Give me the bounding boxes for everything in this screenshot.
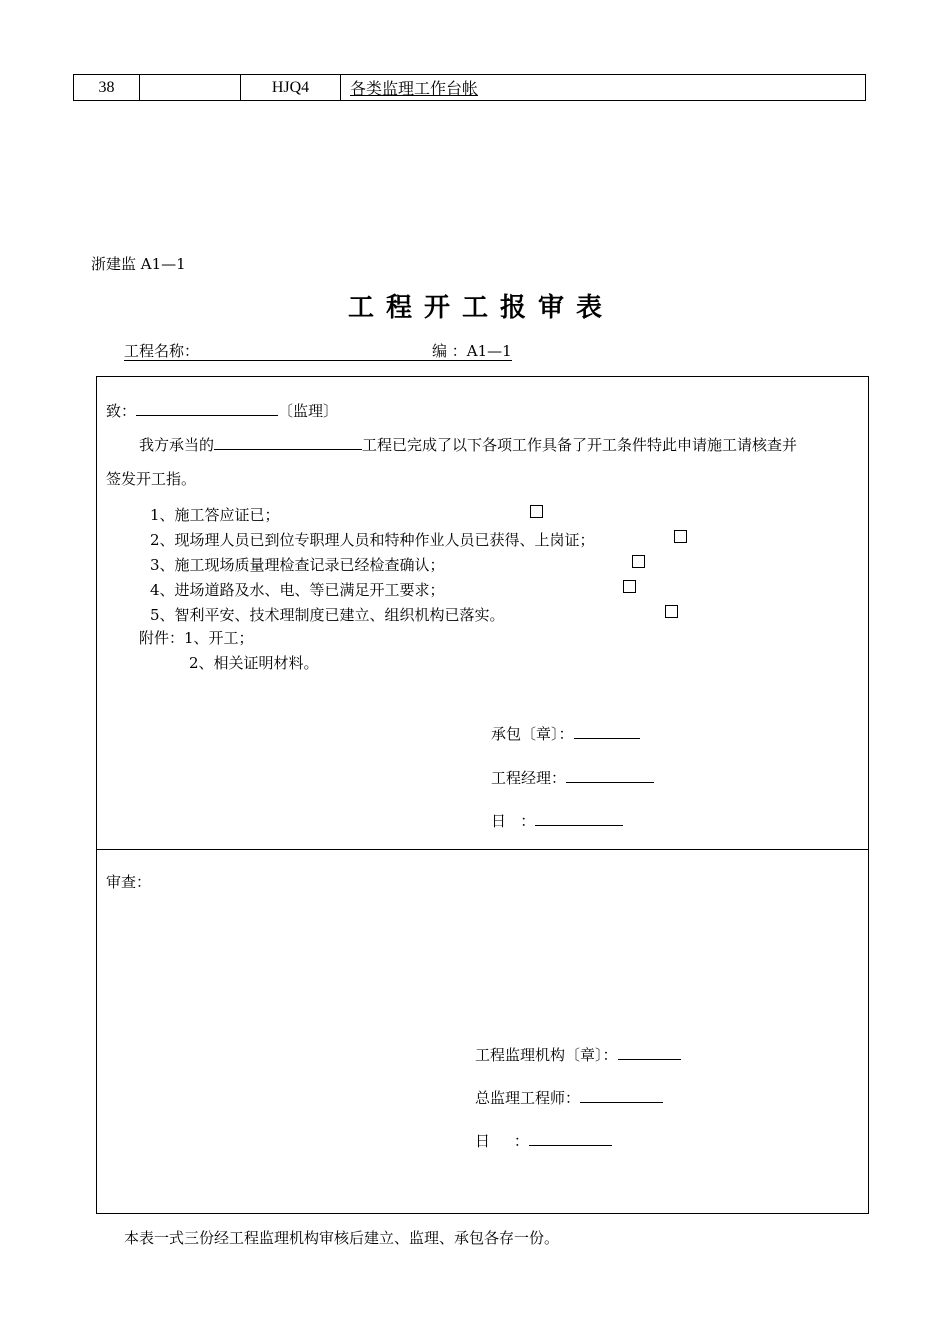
review-date-line: 日 ： bbox=[475, 1131, 612, 1149]
chief-engineer-line: 总监理工程师： bbox=[475, 1088, 663, 1106]
reference-blank-cell bbox=[140, 75, 241, 100]
review-date-blank[interactable] bbox=[529, 1131, 612, 1146]
condition-checkbox-5[interactable] bbox=[665, 605, 678, 618]
condition-item-5: 5、智利平安、技术理制度已建立、组织机构已落实。 bbox=[150, 606, 505, 624]
chief-engineer-blank[interactable] bbox=[580, 1088, 663, 1103]
reference-code: HJQ4 bbox=[241, 75, 341, 100]
application-body-line1: 我方承当的 工程已完成了以下各项工作具备了开工条件特此申请施工请核查并 bbox=[139, 436, 798, 454]
project-manager-blank[interactable] bbox=[566, 768, 654, 783]
condition-checkbox-1[interactable] bbox=[530, 505, 543, 518]
supervision-org-blank[interactable] bbox=[618, 1045, 681, 1060]
contractor-seal-line: 承包〔章〕： bbox=[491, 724, 640, 742]
condition-item-4: 4、进场道路及水、电、等已满足开工要求； bbox=[150, 581, 445, 599]
condition-checkbox-3[interactable] bbox=[632, 555, 645, 568]
page-title: 工程开工报审表 bbox=[347, 293, 614, 323]
reference-name: 各类监理工作台帐 bbox=[350, 81, 479, 98]
project-blank[interactable] bbox=[214, 435, 362, 450]
project-manager-line: 工程经理： bbox=[491, 768, 654, 786]
application-date-blank[interactable] bbox=[535, 811, 623, 826]
application-date-line: 日 ： bbox=[491, 811, 623, 829]
attachment-item-2: 2、相关证明材料。 bbox=[189, 654, 319, 672]
condition-item-2: 2、现场理人员已到位专职理人员和特种作业人员已获得、上岗证； bbox=[150, 531, 595, 549]
addressee-line: 致： 〔监理〕 bbox=[106, 402, 339, 420]
condition-item-3: 3、施工现场质量理检查记录已经检查确认； bbox=[150, 556, 445, 574]
footer-note: 本表一式三份经工程监理机构审核后建立、监理、承包各存一份。 bbox=[124, 1229, 560, 1247]
reference-table bbox=[73, 74, 866, 101]
application-body-line2: 签发开工指。 bbox=[106, 470, 197, 488]
project-name-line bbox=[124, 344, 512, 361]
attachment-label: 附件：1、开工； bbox=[139, 629, 254, 647]
reference-name-cell bbox=[341, 75, 865, 100]
review-section bbox=[96, 849, 869, 1214]
condition-item-1: 1、施工答应证已； bbox=[150, 506, 280, 524]
condition-checkbox-4[interactable] bbox=[623, 580, 636, 593]
supervision-org-line: 工程监理机构〔章〕： bbox=[475, 1045, 681, 1063]
contractor-seal-blank[interactable] bbox=[574, 724, 640, 739]
condition-checkbox-2[interactable] bbox=[674, 530, 687, 543]
form-code: 浙建监 A1—1 bbox=[91, 255, 186, 273]
addressee-blank[interactable] bbox=[136, 401, 278, 416]
review-label: 审查： bbox=[106, 873, 152, 891]
project-name-label: 工程名称： bbox=[124, 342, 200, 360]
number-label: 编 ：A1—1 bbox=[432, 342, 512, 360]
reference-number: 38 bbox=[74, 75, 140, 100]
